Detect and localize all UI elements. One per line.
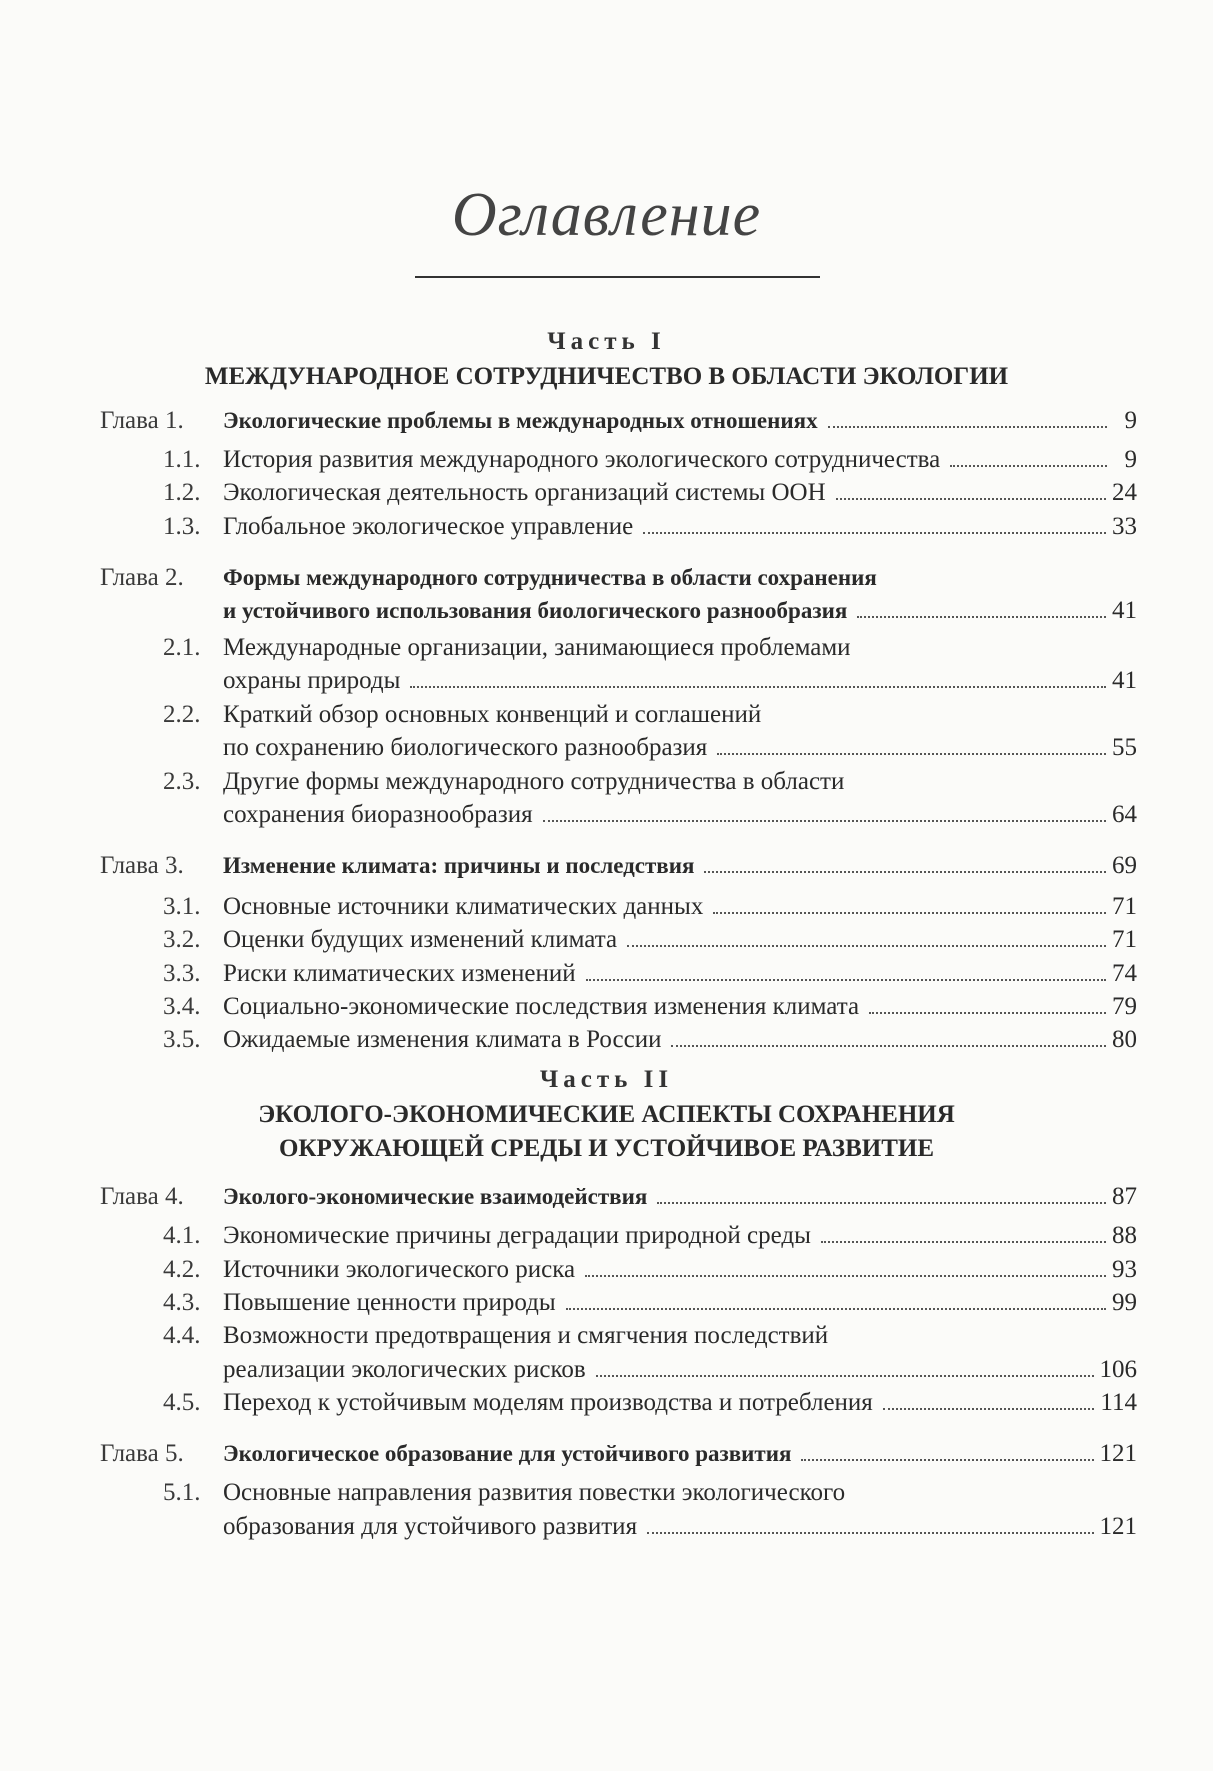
toc-line[interactable] — [163, 923, 1137, 956]
dot-leader — [828, 426, 1107, 428]
entry-text: Эколого-экономические взаимодействия — [223, 1184, 648, 1209]
entry-text: и устойчивого использования биологического разнообразия — [223, 598, 848, 623]
section-number: 3.3. — [163, 960, 201, 987]
chapter-number: Глава 5. — [100, 1440, 184, 1467]
toc-line[interactable] — [163, 1386, 1137, 1419]
section-number: 4.1. — [163, 1222, 201, 1249]
section-number: 1.1. — [163, 446, 201, 473]
section-number: 3.1. — [163, 893, 201, 920]
chapter-number: Глава 2. — [100, 564, 184, 591]
entry-text: Экологическая деятельность организаций системы ООН — [223, 479, 826, 506]
toc-line[interactable] — [100, 1437, 1137, 1470]
entry-text: Источники экологического риска — [223, 1256, 576, 1283]
entry-text: сохранения биоразнообразия — [223, 801, 533, 828]
entry-text: Формы международного сотрудничества в области сохранения — [223, 565, 877, 590]
toc-line[interactable] — [100, 561, 1137, 594]
toc-line[interactable] — [163, 443, 1137, 476]
dot-leader — [704, 871, 1106, 873]
entry-text: Переход к устойчивым моделям производства и потребления — [223, 1389, 873, 1416]
dot-leader — [566, 1308, 1106, 1310]
dot-leader — [586, 979, 1106, 981]
toc-line[interactable] — [100, 404, 1137, 437]
toc-line[interactable] — [163, 698, 1137, 731]
toc-line[interactable] — [223, 594, 1137, 627]
entry-text: Ожидаемые изменения климата в России — [223, 1026, 662, 1053]
page-number: 71 — [1112, 893, 1137, 920]
part-title: МЕЖДУНАРОДНОЕ СОТРУДНИЧЕСТВО В ОБЛАСТИ ЭКОЛОГИИ — [204, 363, 1009, 390]
toc-line[interactable] — [163, 957, 1137, 990]
entry-text: Экономические причины деградации природной среды — [223, 1222, 811, 1249]
page-number: 93 — [1112, 1256, 1137, 1283]
page-number: 41 — [1112, 597, 1137, 624]
section-number: 1.3. — [163, 513, 201, 540]
toc-line[interactable] — [163, 510, 1137, 543]
toc-line[interactable] — [163, 1319, 1137, 1352]
dot-leader — [801, 1459, 1093, 1461]
dot-leader — [410, 686, 1106, 688]
dot-leader — [543, 820, 1106, 822]
entry-text: образования для устойчивого развития — [223, 1513, 638, 1540]
dot-leader — [857, 616, 1106, 618]
entry-text: Возможности предотвращения и смягчения последствий — [223, 1322, 829, 1349]
entry-text: Социально-экономические последствия изменения климата — [223, 993, 860, 1020]
entry-text: Основные направления развития повестки экологического — [223, 1479, 846, 1506]
page-number: 114 — [1100, 1389, 1137, 1416]
page-number: 121 — [1099, 1440, 1137, 1467]
toc-line[interactable] — [223, 731, 1137, 764]
toc-line[interactable] — [223, 1510, 1137, 1543]
part-title: ОКРУЖАЮЩЕЙ СРЕДЫ И УСТОЙЧИВОЕ РАЗВИТИЕ — [278, 1135, 935, 1162]
dot-leader — [950, 465, 1107, 467]
toc-line[interactable] — [223, 798, 1137, 831]
page-title: Оглавление — [451, 181, 762, 249]
entry-text: Риски климатических изменений — [223, 960, 576, 987]
page-number: 74 — [1112, 960, 1137, 987]
page-number: 41 — [1112, 667, 1137, 694]
dot-leader — [671, 1045, 1106, 1047]
section-number: 2.2. — [163, 701, 201, 728]
title-rule — [415, 276, 820, 278]
page-number: 9 — [1124, 407, 1137, 434]
dot-leader — [627, 945, 1106, 947]
dot-leader — [836, 498, 1106, 500]
page-number: 69 — [1112, 852, 1137, 879]
section-number: 2.3. — [163, 768, 201, 795]
entry-text: Глобальное экологическое управление — [223, 513, 634, 540]
entry-text: Другие формы международного сотрудничества в области — [223, 768, 845, 795]
dot-leader — [643, 532, 1106, 534]
toc-line[interactable] — [163, 890, 1137, 923]
page-number: 99 — [1112, 1289, 1137, 1316]
chapter-number: Глава 4. — [100, 1183, 184, 1210]
dot-leader — [717, 753, 1106, 755]
toc-line[interactable] — [163, 990, 1137, 1023]
page-number: 64 — [1112, 801, 1137, 828]
dot-leader — [647, 1532, 1093, 1534]
section-number: 4.3. — [163, 1289, 201, 1316]
entry-text: Экологическое образование для устойчивого развития — [223, 1441, 792, 1466]
page-number: 33 — [1112, 513, 1137, 540]
page-number: 9 — [1124, 446, 1137, 473]
page-number: 88 — [1112, 1222, 1137, 1249]
entry-text: Оценки будущих изменений климата — [223, 926, 618, 953]
page-number: 71 — [1112, 926, 1137, 953]
toc-line[interactable] — [163, 1286, 1137, 1319]
toc-line[interactable] — [163, 631, 1137, 664]
entry-text: охраны природы — [223, 667, 401, 694]
toc-line[interactable] — [223, 1353, 1137, 1386]
entry-text: реализации экологических рисков — [223, 1356, 586, 1383]
section-number: 3.4. — [163, 993, 201, 1020]
section-number: 1.2. — [163, 479, 201, 506]
dot-leader — [869, 1012, 1106, 1014]
chapter-number: Глава 1. — [100, 407, 184, 434]
toc-line[interactable] — [163, 1476, 1137, 1509]
page-number: 106 — [1099, 1356, 1137, 1383]
section-number: 2.1. — [163, 634, 201, 661]
page-number: 87 — [1112, 1183, 1137, 1210]
part-label: Часть II — [539, 1066, 674, 1093]
entry-text: Экологические проблемы в международных отношениях — [223, 408, 818, 433]
page-number: 55 — [1112, 734, 1137, 761]
dot-leader — [657, 1202, 1106, 1204]
part-label: Часть I — [547, 328, 666, 355]
section-number: 4.4. — [163, 1322, 201, 1349]
dot-leader — [713, 912, 1106, 914]
entry-text: Изменение климата: причины и последствия — [223, 853, 695, 878]
toc-line[interactable] — [163, 1253, 1137, 1286]
entry-text: Краткий обзор основных конвенций и соглашений — [223, 701, 762, 728]
toc-line[interactable] — [100, 1180, 1137, 1213]
entry-text: по сохранению биологического разнообразия — [223, 734, 708, 761]
toc-line[interactable] — [163, 476, 1137, 509]
page-number: 80 — [1112, 1026, 1137, 1053]
dot-leader — [883, 1408, 1095, 1410]
toc-line[interactable] — [223, 664, 1137, 697]
section-number: 3.2. — [163, 926, 201, 953]
dot-leader — [596, 1375, 1094, 1377]
page-number: 24 — [1112, 479, 1137, 506]
section-number: 4.5. — [163, 1389, 201, 1416]
section-number: 3.5. — [163, 1026, 201, 1053]
entry-text: Основные источники климатических данных — [223, 893, 704, 920]
chapter-number: Глава 3. — [100, 852, 184, 879]
section-number: 5.1. — [163, 1479, 201, 1506]
toc-line[interactable] — [163, 765, 1137, 798]
page-number: 121 — [1099, 1513, 1137, 1540]
part-title: ЭКОЛОГО-ЭКОНОМИЧЕСКИЕ АСПЕКТЫ СОХРАНЕНИЯ — [258, 1101, 955, 1128]
toc-line[interactable] — [100, 849, 1137, 882]
entry-text: История развития международного экологического сотрудничества — [223, 446, 941, 473]
toc-line[interactable] — [163, 1023, 1137, 1056]
dot-leader — [821, 1241, 1106, 1243]
page-number: 79 — [1112, 993, 1137, 1020]
section-number: 4.2. — [163, 1256, 201, 1283]
toc-line[interactable] — [163, 1219, 1137, 1252]
dot-leader — [585, 1275, 1106, 1277]
entry-text: Повышение ценности природы — [223, 1289, 556, 1316]
entry-text: Международные организации, занимающиеся проблемами — [223, 634, 851, 661]
